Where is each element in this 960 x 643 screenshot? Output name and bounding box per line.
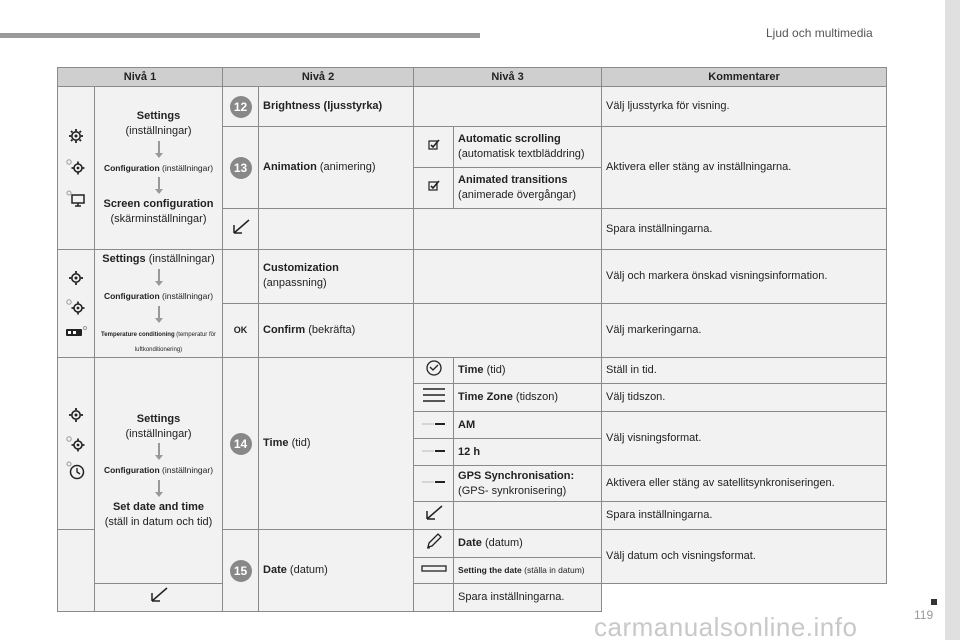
- customization-label: Customization (anpassning): [259, 250, 414, 304]
- 12h-label: 12 h: [454, 439, 602, 466]
- gear-icon: [68, 407, 84, 423]
- table-row: [58, 250, 887, 304]
- back-arrow-icon: [230, 219, 252, 235]
- level1-icons: [58, 358, 95, 530]
- header-row: [58, 68, 887, 87]
- table-row: [58, 584, 887, 612]
- setting-date-label: Setting the date (ställa in datum): [454, 558, 602, 584]
- checkbox-checked-icon: [428, 180, 440, 192]
- date-level3-label: Date (datum): [454, 530, 602, 558]
- level1-icons: [58, 87, 95, 250]
- pen-icon: [425, 532, 443, 550]
- date-comment: Välj datum och visningsformat.: [602, 530, 887, 584]
- auto-scroll-label: Automatic scrolling (automatisk textbläddring): [454, 127, 602, 168]
- gear-icon: [68, 128, 84, 144]
- step-badge: 15: [230, 560, 252, 582]
- clock-icon: [65, 461, 87, 481]
- gps-label: GPS Synchronisation: (GPS- synkronisering): [454, 466, 602, 502]
- watermark: carmanualsonline.info: [594, 612, 858, 642]
- anim-transitions-label: Animated transitions (animerade övergångar): [454, 168, 602, 209]
- animation-label: Animation (animering): [259, 127, 414, 209]
- am-label: AM: [454, 412, 602, 439]
- date-label: Date (datum): [259, 530, 414, 612]
- gear-icon: [68, 270, 84, 286]
- back-arrow-icon: [423, 505, 445, 521]
- down-arrow-icon: [158, 306, 160, 319]
- col-header-level1: Nivå 1: [58, 68, 223, 87]
- save-comment: Spara inställningarna.: [602, 209, 887, 250]
- confirm-comment: Välj markeringarna.: [602, 303, 887, 358]
- page-edge-rail: [945, 0, 960, 640]
- level1-path: Settings (inställningar) Configuration (inställningar) Screen configuration (skärminställningar): [95, 87, 223, 250]
- time-level3-label: Time (tid): [454, 358, 602, 384]
- top-divider-bar: [0, 33, 480, 38]
- down-arrow-icon: [158, 480, 160, 493]
- gps-comment: Aktivera eller stäng av satellitsynkroniseringen.: [602, 466, 887, 502]
- level1-icons: [58, 250, 95, 358]
- level1-path: Settings (inställningar) Configuration (inställningar) Temperature conditioning (temperatur för luftkonditionering): [95, 250, 223, 358]
- section-title: Ljud och multimedia: [766, 26, 873, 40]
- save-comment: Spara inställningarna.: [602, 502, 887, 530]
- ok-icon: OK: [233, 325, 248, 336]
- list-icon: [422, 387, 446, 403]
- bullet-square: [931, 599, 937, 605]
- customization-comment: Välj och markera önskad visningsinformation.: [602, 250, 887, 304]
- col-header-level2: Nivå 2: [223, 68, 414, 87]
- temperature-icon: [64, 326, 88, 338]
- save-comment: Spara inställningarna.: [454, 584, 602, 612]
- timezone-label: Time Zone (tidszon): [454, 384, 602, 412]
- time-label: Time (tid): [259, 358, 414, 530]
- timezone-comment: Välj tidszon.: [602, 384, 887, 412]
- gear-config-icon: [65, 435, 87, 453]
- col-header-level3: Nivå 3: [414, 68, 602, 87]
- confirm-label: Confirm (bekräfta): [259, 303, 414, 358]
- toggle-icon: [421, 478, 447, 486]
- down-arrow-icon: [158, 177, 160, 190]
- back-arrow-icon: [148, 587, 170, 603]
- gear-config-icon: [65, 158, 87, 176]
- format-comment: Välj visningsformat.: [602, 412, 887, 466]
- clock-icon: [425, 359, 443, 377]
- toggle-icon: [421, 420, 447, 428]
- page-number: 119: [914, 608, 934, 622]
- brightness-label: Brightness (ljusstyrka): [259, 87, 414, 127]
- level1-path: Settings (inställningar) Configuration (inställningar) Set date and time (ställ in datum och tid): [95, 358, 223, 584]
- time-comment: Ställ in tid.: [602, 358, 887, 384]
- down-arrow-icon: [158, 141, 160, 154]
- down-arrow-icon: [158, 269, 160, 282]
- table-row: [58, 358, 887, 384]
- gear-config-icon: [65, 298, 87, 316]
- toggle-icon: [421, 447, 447, 455]
- down-arrow-icon: [158, 443, 160, 456]
- col-header-comments: Kommentarer: [602, 68, 887, 87]
- checkbox-checked-icon: [428, 139, 440, 151]
- brightness-comment: Välj ljusstyrka för visning.: [602, 87, 887, 127]
- animation-comment: Aktivera eller stäng av inställningarna.: [602, 127, 887, 209]
- settings-table: [57, 67, 887, 612]
- step-badge: 14: [230, 433, 252, 455]
- table-row: [58, 87, 887, 127]
- screen-icon: [65, 190, 87, 208]
- input-field-icon: [421, 565, 447, 573]
- step-badge: 13: [230, 157, 252, 179]
- step-badge: 12: [230, 96, 252, 118]
